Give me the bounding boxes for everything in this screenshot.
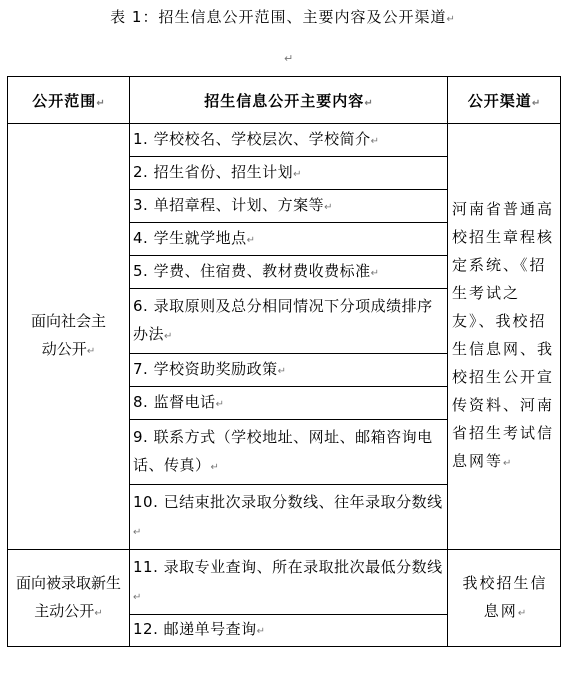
scope-admitted-text: 面向被录取新生主动公开 [15, 573, 121, 620]
channel-public-cell [448, 124, 561, 550]
content-item-text: 11. 录取专业查询、所在录取批次最低分数线 [133, 557, 443, 576]
info-disclosure-table [7, 76, 561, 647]
paragraph-mark: ↵ [446, 14, 455, 25]
scope-admitted-cell [8, 550, 130, 647]
content-item [130, 420, 448, 485]
paragraph-mark: ↵ [133, 526, 142, 538]
content-item-text: 10. 已结束批次录取分数线、往年录取分数线 [133, 492, 443, 511]
content-item-text: 7. 学校资助奖励政策 [133, 359, 278, 378]
caption-text: 表 1：招生信息公开范围、主要内容及公开渠道 [110, 8, 447, 26]
content-item-text: 3. 单招章程、计划、方案等 [133, 195, 325, 214]
paragraph-mark: ↵ [293, 168, 302, 180]
header-content [130, 77, 448, 124]
paragraph-mark: ↵ [256, 626, 266, 637]
table-row [8, 124, 561, 157]
content-item-text: 12. 邮递单号查询 [133, 620, 257, 638]
header-content-text: 招生信息公开主要内容 [204, 91, 365, 110]
content-item-text: 5. 学费、住宿费、教材费收费标准 [133, 261, 371, 280]
paragraph-mark: ↵ [364, 97, 373, 109]
paragraph-mark-blank-line: ↵ [284, 52, 294, 65]
content-item [130, 223, 448, 256]
content-item-text: 9. 联系方式（学校地址、网址、邮箱咨询电话、传真） [133, 427, 433, 474]
channel-admitted-text: 我校招生信息网 [462, 573, 548, 620]
scope-public-cell [8, 124, 130, 550]
paragraph-mark: ↵ [370, 267, 379, 279]
content-item-text: 8. 监督电话 [133, 392, 216, 411]
header-channel [448, 77, 561, 124]
paragraph-mark: ↵ [94, 607, 103, 619]
content-item [130, 256, 448, 289]
paragraph-mark: ↵ [370, 135, 379, 147]
content-item-text: 1. 学校校名、学校层次、学校简介 [133, 129, 371, 148]
paragraph-mark: ↵ [96, 97, 105, 109]
channel-admitted-cell [448, 550, 561, 647]
content-item [130, 157, 448, 190]
header-scope [8, 77, 130, 124]
channel-public-text: 河南省普通高校招生章程核定系统、《招生考试之友》、我校招生信息网、我校招生公开宣传资料、河南省招生考试信息网等 [452, 200, 555, 470]
paragraph-mark: ↵ [517, 607, 527, 619]
paragraph-mark: ↵ [324, 201, 333, 213]
paragraph-mark: ↵ [210, 461, 219, 473]
paragraph-mark: ↵ [133, 591, 142, 603]
table-caption [0, 6, 565, 27]
paragraph-mark: ↵ [531, 97, 541, 109]
content-item-text: 4. 学生就学地点 [133, 228, 247, 247]
content-item [130, 485, 448, 550]
header-scope-text: 公开范围 [32, 91, 97, 110]
paragraph-mark: ↵ [246, 234, 255, 246]
content-item [130, 354, 448, 387]
content-item [130, 550, 448, 615]
paragraph-mark: ↵ [503, 458, 512, 469]
header-channel-text: 公开渠道 [467, 91, 532, 110]
content-item-text: 2. 招生省份、招生计划 [133, 162, 294, 181]
content-item [130, 124, 448, 157]
paragraph-mark: ↵ [277, 365, 286, 377]
paragraph-mark: ↵ [215, 398, 224, 410]
table-row [8, 550, 561, 615]
content-item [130, 289, 448, 354]
content-item-text: 6. 录取原则及总分相同情况下分项成绩排序办法 [133, 296, 433, 343]
content-item [130, 615, 448, 647]
paragraph-mark: ↵ [86, 346, 96, 357]
paragraph-mark: ↵ [164, 330, 173, 342]
content-item [130, 387, 448, 420]
header-row [8, 77, 561, 124]
content-item [130, 190, 448, 223]
scope-public-text: 面向社会主动公开 [30, 312, 106, 358]
